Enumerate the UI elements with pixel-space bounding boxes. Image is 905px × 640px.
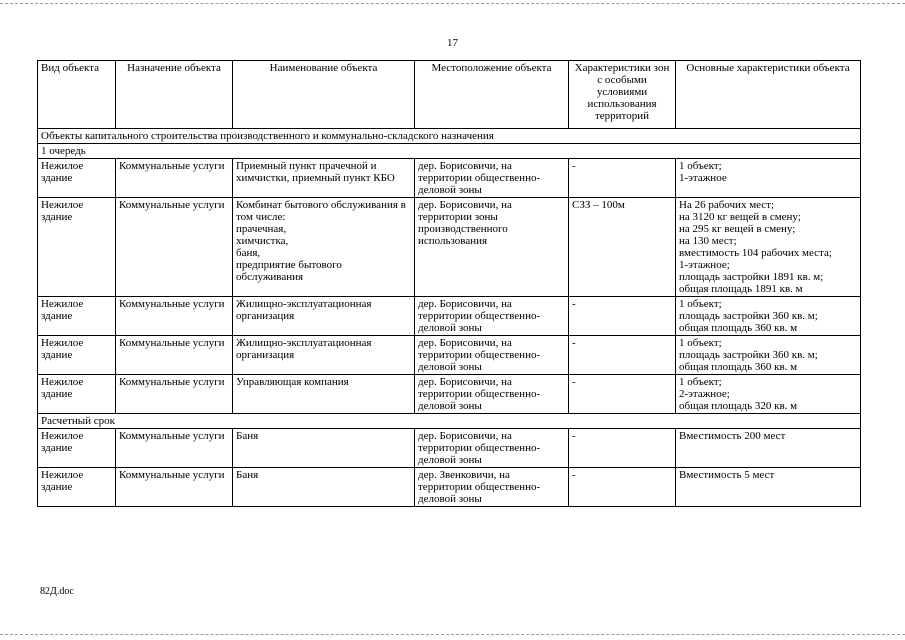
- bottom-scan-border: [0, 634, 905, 635]
- characteristic-line: вместимость 104 рабочих места;: [679, 247, 832, 259]
- page-number: 17: [447, 37, 458, 49]
- characteristic-line: площадь застройки 360 кв. м;: [679, 310, 818, 322]
- object-name-line: Жилищно-эксплуатационная организация: [236, 337, 372, 361]
- object-name-line: Приемный пункт прачечной и химчистки, приемный пункт КБО: [236, 160, 395, 184]
- cell-object-name: [233, 375, 415, 414]
- object-name-line: химчистка,: [236, 235, 289, 247]
- characteristic-line: на 295 кг вещей в смену;: [679, 223, 796, 235]
- characteristic-line: общая площадь 360 кв. м: [679, 322, 798, 334]
- object-name-line: баня,: [236, 247, 261, 259]
- characteristic-line: 1-этажное: [679, 172, 727, 184]
- characteristic-line: Вместимость 200 мест: [679, 430, 786, 442]
- cell-object-location: дер. Борисовичи, на территории общественно-деловой зоны: [415, 297, 569, 336]
- cell-object-type: Нежилое здание: [38, 159, 116, 198]
- table-row: [38, 198, 861, 297]
- characteristic-line: 1 объект;: [679, 298, 722, 310]
- cell-object-purpose: Коммунальные услуги: [116, 198, 233, 297]
- cell-object-name: [233, 198, 415, 297]
- cell-main-characteristics: [676, 198, 861, 297]
- cell-object-location: дер. Борисовичи, на территории общественно-деловой зоны: [415, 159, 569, 198]
- cell-object-purpose: Коммунальные услуги: [116, 297, 233, 336]
- cell-object-location: дер. Борисовичи, на территории общественно-деловой зоны: [415, 429, 569, 468]
- cell-object-name: [233, 159, 415, 198]
- cell-zone-characteristics: -: [569, 375, 676, 414]
- object-name-line: Комбинат бытового обслуживания в том числе:: [236, 199, 406, 223]
- table-row: [38, 336, 861, 375]
- characteristic-line: 1 объект;: [679, 337, 722, 349]
- characteristic-line: 1-этажное;: [679, 259, 730, 271]
- cell-object-type: Нежилое здание: [38, 429, 116, 468]
- cell-object-purpose: Коммунальные услуги: [116, 429, 233, 468]
- object-name-line: Баня: [236, 469, 259, 481]
- characteristic-line: на 3120 кг вещей в смену;: [679, 211, 801, 223]
- object-name-line: Баня: [236, 430, 259, 442]
- table-row: [38, 468, 861, 507]
- cell-main-characteristics: [676, 336, 861, 375]
- top-scan-border: [0, 3, 905, 4]
- table-header-row: [38, 61, 861, 129]
- object-name-line: прачечная,: [236, 223, 287, 235]
- characteristic-line: площадь застройки 360 кв. м;: [679, 349, 818, 361]
- characteristic-line: общая площадь 1891 кв. м: [679, 283, 803, 295]
- characteristic-line: площадь застройки 1891 кв. м;: [679, 271, 824, 283]
- table-row: [38, 297, 861, 336]
- cell-main-characteristics: [676, 159, 861, 198]
- section-title-row: [38, 129, 861, 144]
- cell-zone-characteristics: -: [569, 429, 676, 468]
- table-row: [38, 159, 861, 198]
- table-body: [38, 129, 861, 507]
- cell-zone-characteristics: -: [569, 336, 676, 375]
- cell-object-type: Нежилое здание: [38, 375, 116, 414]
- table-row: [38, 429, 861, 468]
- group-title: Расчетный срок: [38, 414, 861, 429]
- cell-object-type: Нежилое здание: [38, 468, 116, 507]
- section-title: Объекты капитального строительства производственного и коммунально-складского назначения: [38, 129, 861, 144]
- characteristic-line: 1 объект;: [679, 376, 722, 388]
- object-name-line: Управляющая компания: [236, 376, 349, 388]
- cell-object-purpose: Коммунальные услуги: [116, 468, 233, 507]
- header-object-name: Наименование объекта: [233, 61, 415, 129]
- characteristic-line: общая площадь 320 кв. м: [679, 400, 798, 412]
- cell-zone-characteristics: -: [569, 159, 676, 198]
- header-object-purpose: Назначение объекта: [116, 61, 233, 129]
- cell-main-characteristics: [676, 297, 861, 336]
- characteristic-line: На 26 рабочих мест;: [679, 199, 775, 211]
- table-row: [38, 375, 861, 414]
- cell-object-type: Нежилое здание: [38, 336, 116, 375]
- cell-object-location: дер. Борисовичи, на территории общественно-деловой зоны: [415, 375, 569, 414]
- cell-object-purpose: Коммунальные услуги: [116, 336, 233, 375]
- cell-main-characteristics: [676, 468, 861, 507]
- cell-object-name: [233, 468, 415, 507]
- characteristic-line: на 130 мест;: [679, 235, 737, 247]
- characteristic-line: 2-этажное;: [679, 388, 730, 400]
- cell-zone-characteristics: -: [569, 297, 676, 336]
- cell-object-location: дер. Звенковичи, на территории общественно-деловой зоны: [415, 468, 569, 507]
- group-title-row: [38, 144, 861, 159]
- cell-object-name: [233, 429, 415, 468]
- object-name-line: Жилищно-эксплуатационная организация: [236, 298, 372, 322]
- cell-object-name: [233, 297, 415, 336]
- characteristic-line: общая площадь 360 кв. м: [679, 361, 798, 373]
- cell-main-characteristics: [676, 429, 861, 468]
- header-zone-characteristics: Характеристики зон с особыми условиями использования территорий: [569, 61, 676, 129]
- characteristic-line: Вместимость 5 мест: [679, 469, 775, 481]
- cell-main-characteristics: [676, 375, 861, 414]
- cell-object-location: дер. Борисовичи, на территории зоны производственного использования: [415, 198, 569, 297]
- cell-zone-characteristics: СЗЗ – 100м: [569, 198, 676, 297]
- cell-object-purpose: Коммунальные услуги: [116, 159, 233, 198]
- object-name-line: предприятие бытового обслуживания: [236, 259, 342, 283]
- cell-zone-characteristics: -: [569, 468, 676, 507]
- cell-object-purpose: Коммунальные услуги: [116, 375, 233, 414]
- header-object-type: Вид объекта: [38, 61, 116, 129]
- cell-object-location: дер. Борисовичи, на территории общественно-деловой зоны: [415, 336, 569, 375]
- footer-file-name: 82Д.doc: [40, 586, 74, 597]
- group-title: 1 очередь: [38, 144, 861, 159]
- group-title-row: [38, 414, 861, 429]
- cell-object-name: [233, 336, 415, 375]
- characteristic-line: 1 объект;: [679, 160, 722, 172]
- objects-table: [37, 60, 861, 507]
- header-object-location: Местоположение объекта: [415, 61, 569, 129]
- header-main-characteristics: Основные характеристики объекта: [676, 61, 861, 129]
- cell-object-type: Нежилое здание: [38, 297, 116, 336]
- cell-object-type: Нежилое здание: [38, 198, 116, 297]
